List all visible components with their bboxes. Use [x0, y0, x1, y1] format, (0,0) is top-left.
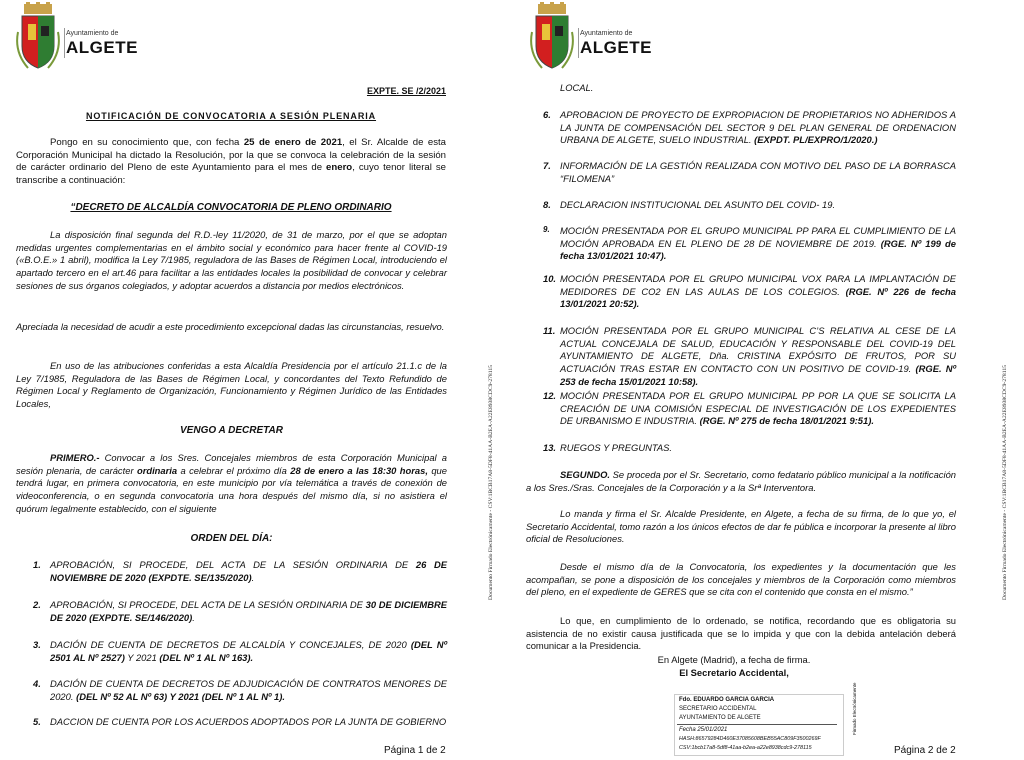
- logo-label: Ayuntamiento de: [66, 30, 119, 37]
- municipal-logo: [528, 2, 652, 72]
- agenda-item-number: 13.: [543, 442, 557, 453]
- page-number: Página 1 de 2: [384, 745, 446, 756]
- logo-divider: [578, 28, 579, 58]
- agenda-item-6: APROBACION DE PROYECTO DE EXPROPIACION DE PROPIETARIOS NO ADHERIDOS A LA JUNTA DE COMPENSACIÓN DEL SECTOR 9 DEL PLAN GENERAL DE ORDENACION URBANA DE ALGETE, SUELO INDUSTRIAL. (EXPDT. PL/EXPRO/1/2020.): [560, 109, 956, 146]
- agenda-item-8: DECLARACION INSTITUCIONAL DEL ASUNTO DEL COVID- 19.: [560, 199, 836, 210]
- primero-paragraph: PRIMERO.- Convocar a los Sres. Concejales miembros de esta Corporación Municipal a sesión plenaria, de carácter ordinaria a celebrar el próximo día 28 de enero a las 18:30 horas, que tendrá lugar, en primera convocatoria, en este municipio por vía telemática a través de conexión de videoconferencia, o en segunda convocatoria una hora después del mismo día, si no asistiera el quórum legalmente establecido, con el siguiente: [16, 452, 447, 514]
- agenda-item-7: INFORMACIÓN DE LA GESTIÓN REALIZADA CON MOTIVO DEL PASO DE LA BORRASCA “FILOMENA”: [560, 160, 956, 184]
- signature-date: Fecha 25/01/2021: [679, 727, 728, 733]
- agenda-item-4: DACIÓN DE CUENTA DE DECRETOS DE ADJUDICACIÓN DE CONTRATOS MENORES DE 2020. (DEL Nº 52 AL Nº 63) Y 2021 (DEL Nº 1 AL Nº 1).: [50, 678, 447, 702]
- expediente-number: EXPTE. SE /2/2021: [366, 86, 446, 96]
- agenda-item-number: 3.: [33, 639, 41, 650]
- agenda-item-10: MOCIÓN PRESENTADA POR EL GRUPO MUNICIPAL VOX PARA LA IMPLANTACIÓN DE MEDIDORES DE CO2 EN LAS AULAS DE LOS COLEGIOS. (RGE. Nº 226 de fecha 13/01/2021 20:52).: [560, 273, 956, 310]
- logo-label: Ayuntamiento de: [580, 30, 633, 37]
- orden-del-dia-heading: ORDEN DEL DÍA:: [190, 533, 273, 544]
- agenda-item-number: 12.: [543, 390, 557, 401]
- electronic-signature-sidebar: Documento Firmado Electrónicamente - CSV:1BCB17A8-5DF8-41AA-B2EA-A22E8938CDC9-278115: [488, 365, 494, 600]
- logo-town: ALGETE: [580, 38, 652, 57]
- signature-org: AYUNTAMIENTO DE ALGETE: [679, 715, 761, 721]
- coat-of-arms-icon: [528, 2, 578, 72]
- logo-divider: [64, 28, 65, 58]
- logo-town: ALGETE: [66, 38, 138, 57]
- municipal-logo: [14, 2, 138, 72]
- notification-paragraph: Lo que, en cumplimiento de lo ordenado, se notifica, recordando que es obligatoria su asistencia de no existir causa justificada que se lo impida y que con la debida antelación deberá comunicar a la Presidencia.: [526, 615, 956, 652]
- vengo-a-decretar: VENGO A DECRETAR: [180, 425, 283, 436]
- place-date: En Algete (Madrid), a fecha de firma.: [657, 654, 811, 665]
- agenda-item-number: 11.: [543, 325, 556, 336]
- agenda-item-number: 8.: [543, 199, 551, 210]
- agenda-item-number: 10.: [543, 273, 557, 284]
- agenda-item-1: APROBACIÓN, SI PROCEDE, DEL ACTA DE LA SESIÓN ORDINARIA DE 26 DE NOVIEMBRE DE 2020 (EXPDTE. SE/135/2020).: [50, 559, 448, 583]
- intro-paragraph: Pongo en su conocimiento que, con fecha 25 de enero de 2021, el Sr. Alcalde de esta Corporación Municipal ha dictado la Resolución, por la que se convoca la celebración de la sesión de carácter ordinario del Pleno de este Ayuntamiento para el mes de enero, cuyo tenor literal se transcribe a continuación:: [16, 137, 446, 187]
- desde-paragraph: Desde el mismo día de la Convocatoria, los expedientes y la documentación que les acompañan, se pone a disposición de los concejales y miembros de la Corporación como miembros del pleno, en el expediente de GERES que se cita con el contenido que consta en el mismo.”: [526, 561, 956, 598]
- signature-rule: [677, 724, 837, 725]
- lo-manda-paragraph: Lo manda y firma el Sr. Alcalde Presidente, en Algete, a fecha de su firma, de lo que yo, el Secretario Accidental, tomo razón a los únicos efectos de dar fe pública e incorporar la presente al libro oficial de Resoluciones.: [526, 508, 956, 545]
- agenda-item-3: DACIÓN DE CUENTA DE DECRETOS DE ALCALDÍA Y CONCEJALES, DE 2020 (DEL Nº 2501 AL Nº 2527) Y 2021 (DEL Nº 1 AL Nº 163).: [50, 639, 447, 663]
- segundo-paragraph: SEGUNDO. Se proceda por el Sr. Secretario, como fedatario público municipal a la notificación a los Sres./Sras. Concejales de la Corporación y a la Srª Interventora.: [526, 469, 956, 493]
- decree-paragraph-3: En uso de las atribuciones conferidas a esta Alcaldía Presidencia por el artículo 21.1.c de la Ley 7/1985, Reguladora de las Bases de Régimen Local, y concordantes del Texto Refundido de Régimen Local y Reglamento de Organización, Funcionamiento y Régimen Jurídico de las Entidades Locales,: [16, 360, 447, 410]
- signature-hash: HASH:86579284D460E37085608BEB55AC809F3500269F: [679, 736, 821, 742]
- agenda-item-number: 2.: [33, 599, 41, 610]
- agenda-item-5-continued: LOCAL.: [560, 82, 594, 93]
- document-title: NOTIFICACIÓN DE CONVOCATORIA A SESIÓN PLENARIA: [85, 111, 377, 121]
- agenda-item-number: 4.: [33, 678, 41, 689]
- signature-vertical-label: Firmado Electrónicamente: [852, 682, 857, 735]
- decree-title: “DECRETO DE ALCALDÍA CONVOCATORIA DE PLENO ORDINARIO: [70, 202, 392, 213]
- agenda-item-2: APROBACIÓN, SI PROCEDE, DEL ACTA DE LA SESIÓN ORDINARIA DE 30 DE DICIEMBRE DE 2020 (EXPDTE. SE/146/2020).: [50, 599, 447, 623]
- decree-paragraph-2: Apreciada la necesidad de acudir a este procedimiento excepcional dadas las circunstancias, resuelvo.: [16, 321, 445, 332]
- agenda-item-11: MOCIÓN PRESENTADA POR EL GRUPO MUNICIPAL C’S RELATIVA AL CESE DE LA ACTUAL CONCEJALA DE SALUD, EDUCACIÓN Y RESPONSABLE DEL COVID-19 DEL AYUNTAMIENTO DE ALGETE, Dña. CRISTINA EXPÓSITO DE FRUTOS, POR SU ACTUACIÓN TRAS ESTAR EN CONTACTO CON UN POSITIVO DE COVID-19. (RGE. Nº 253 de fecha 15/01/2021 10:58).: [560, 325, 956, 387]
- agenda-item-number: 6.: [543, 109, 551, 120]
- agenda-item-number: 1.: [33, 559, 41, 570]
- page-number: Página 2 de 2: [894, 745, 956, 756]
- signature-role: SECRETARIO ACCIDENTAL: [679, 706, 757, 712]
- agenda-item-12: MOCIÓN PRESENTADA POR EL GRUPO MUNICIPAL PP POR LA QUE SE SOLICITA LA CREACIÓN DE UNA COMISIÓN ESPECIAL DE INVESTIGACIÓN DE LOS EXPEDIENTES DE URBANISMO E INDUSTRIA. (RGE. Nº 275 de fecha 18/01/2021 9:51).: [560, 390, 956, 427]
- signer-title: El Secretario Accidental,: [679, 667, 789, 678]
- page-2: [512, 0, 1024, 760]
- signature-box: [674, 682, 857, 756]
- agenda-item-5: DACCION DE CUENTA POR LOS ACUERDOS ADOPTADOS POR LA JUNTA DE GOBIERNO: [50, 716, 447, 727]
- electronic-signature-sidebar: Documento Firmado Electrónicamente - CSV:1BCB17A8-5DF8-41AA-B2EA-A22E8938CDC9-278115: [1002, 365, 1008, 600]
- agenda-item-number: 5.: [33, 716, 41, 727]
- agenda-item-9: MOCIÓN PRESENTADA POR EL GRUPO MUNICIPAL PP PARA EL CUMPLIMIENTO DE LA MOCIÓN APROBADA EN EL PLENO DE 28 DE NOVIEMBRE DE 2019. (RGE. Nº 199 de fecha 13/01/2021 10:47).: [560, 225, 956, 262]
- signature-csv: CSV:1bcb17a8-5df8-41aa-b2ea-a22e8938cdc9-278115: [679, 745, 812, 751]
- coat-of-arms-icon: [14, 2, 64, 72]
- signature-name: Fdo. EDUARDO GARCIA GARCIA: [679, 697, 775, 703]
- agenda-item-number: 7.: [543, 160, 551, 171]
- agenda-item-number: 9.: [543, 225, 550, 234]
- decree-paragraph-1: La disposición final segunda del R.D.-ley 11/2020, de 31 de marzo, por el que se adoptan medidas urgentes complementarias en el ámbito social y económico para hacer frente al COVID-19 («B.O.E.» 1 abril), modifica la Ley 7/1985, reguladora de las Bases de Régimen Local, introduciendo el apartado tercero en el art.46 para facilitar a las entidades locales la posibilidad de convocar y celebrar sesiones de sus órganos colegiados, y adoptar acuerdos a distancia por medios electrónicos.: [16, 229, 447, 291]
- agenda-item-13: RUEGOS Y PREGUNTAS.: [560, 442, 673, 453]
